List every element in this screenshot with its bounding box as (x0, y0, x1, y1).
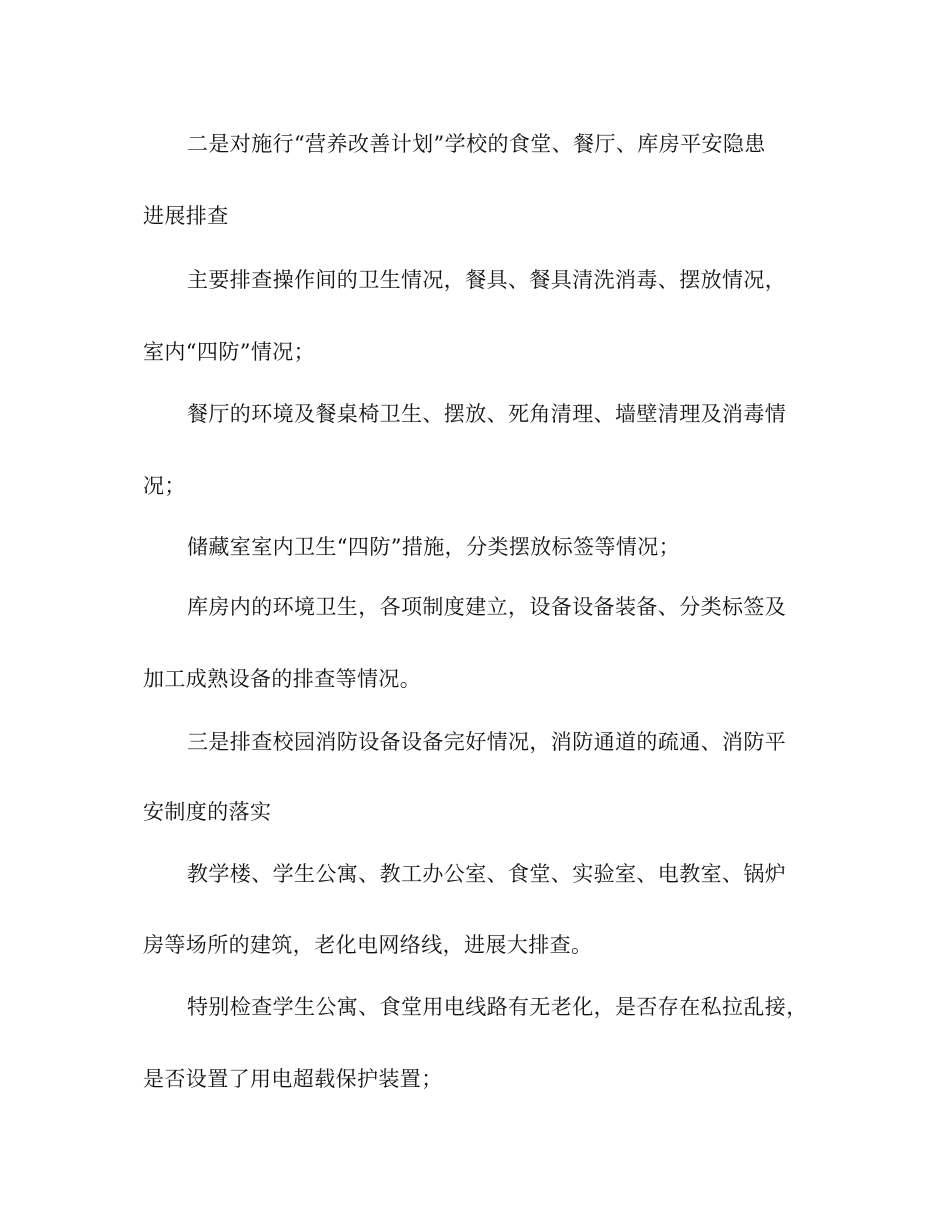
paragraph-line-2: 进展排查 (143, 204, 229, 228)
paragraph-line-15: 是否设置了用电超载保护装置； (143, 1067, 443, 1091)
paragraph-line-14: 特别检查学生公寓、食堂用电线路有无老化，是否存在私拉乱接， (187, 995, 808, 1019)
paragraph-line-5: 餐厅的环境及餐桌椅卫生、摆放、死角清理、墙壁清理及消毒情 (187, 402, 787, 426)
paragraph-line-8: 库房内的环境卫生，各项制度建立，设备设备装备、分类标签及 (187, 595, 787, 619)
paragraph-line-3: 主要排查操作间的卫生情况，餐具、餐具清洗消毒、摆放情况， (187, 268, 787, 292)
paragraph-line-11: 安制度的落实 (143, 800, 272, 824)
paragraph-line-6: 况； (143, 474, 186, 498)
paragraph-line-9: 加工成熟设备的排查等情况。 (143, 667, 422, 691)
paragraph-line-13: 房等场所的建筑，老化电网络线，进展大排查。 (143, 933, 593, 957)
paragraph-line-10: 三是排查校园消防设备设备完好情况，消防通道的疏通、消防平 (187, 730, 787, 754)
paragraph-line-1: 二是对施行“营养改善计划”学校的食堂、餐厅、库房平安隐患 (187, 132, 766, 156)
paragraph-line-4: 室内“四防”情况； (143, 340, 316, 364)
paragraph-line-7: 储藏室室内卫生“四防”措施，分类摆放标签等情况； (187, 535, 681, 559)
paragraph-line-12: 教学楼、学生公寓、教工办公室、食堂、实验室、电教室、锅炉 (187, 862, 787, 886)
